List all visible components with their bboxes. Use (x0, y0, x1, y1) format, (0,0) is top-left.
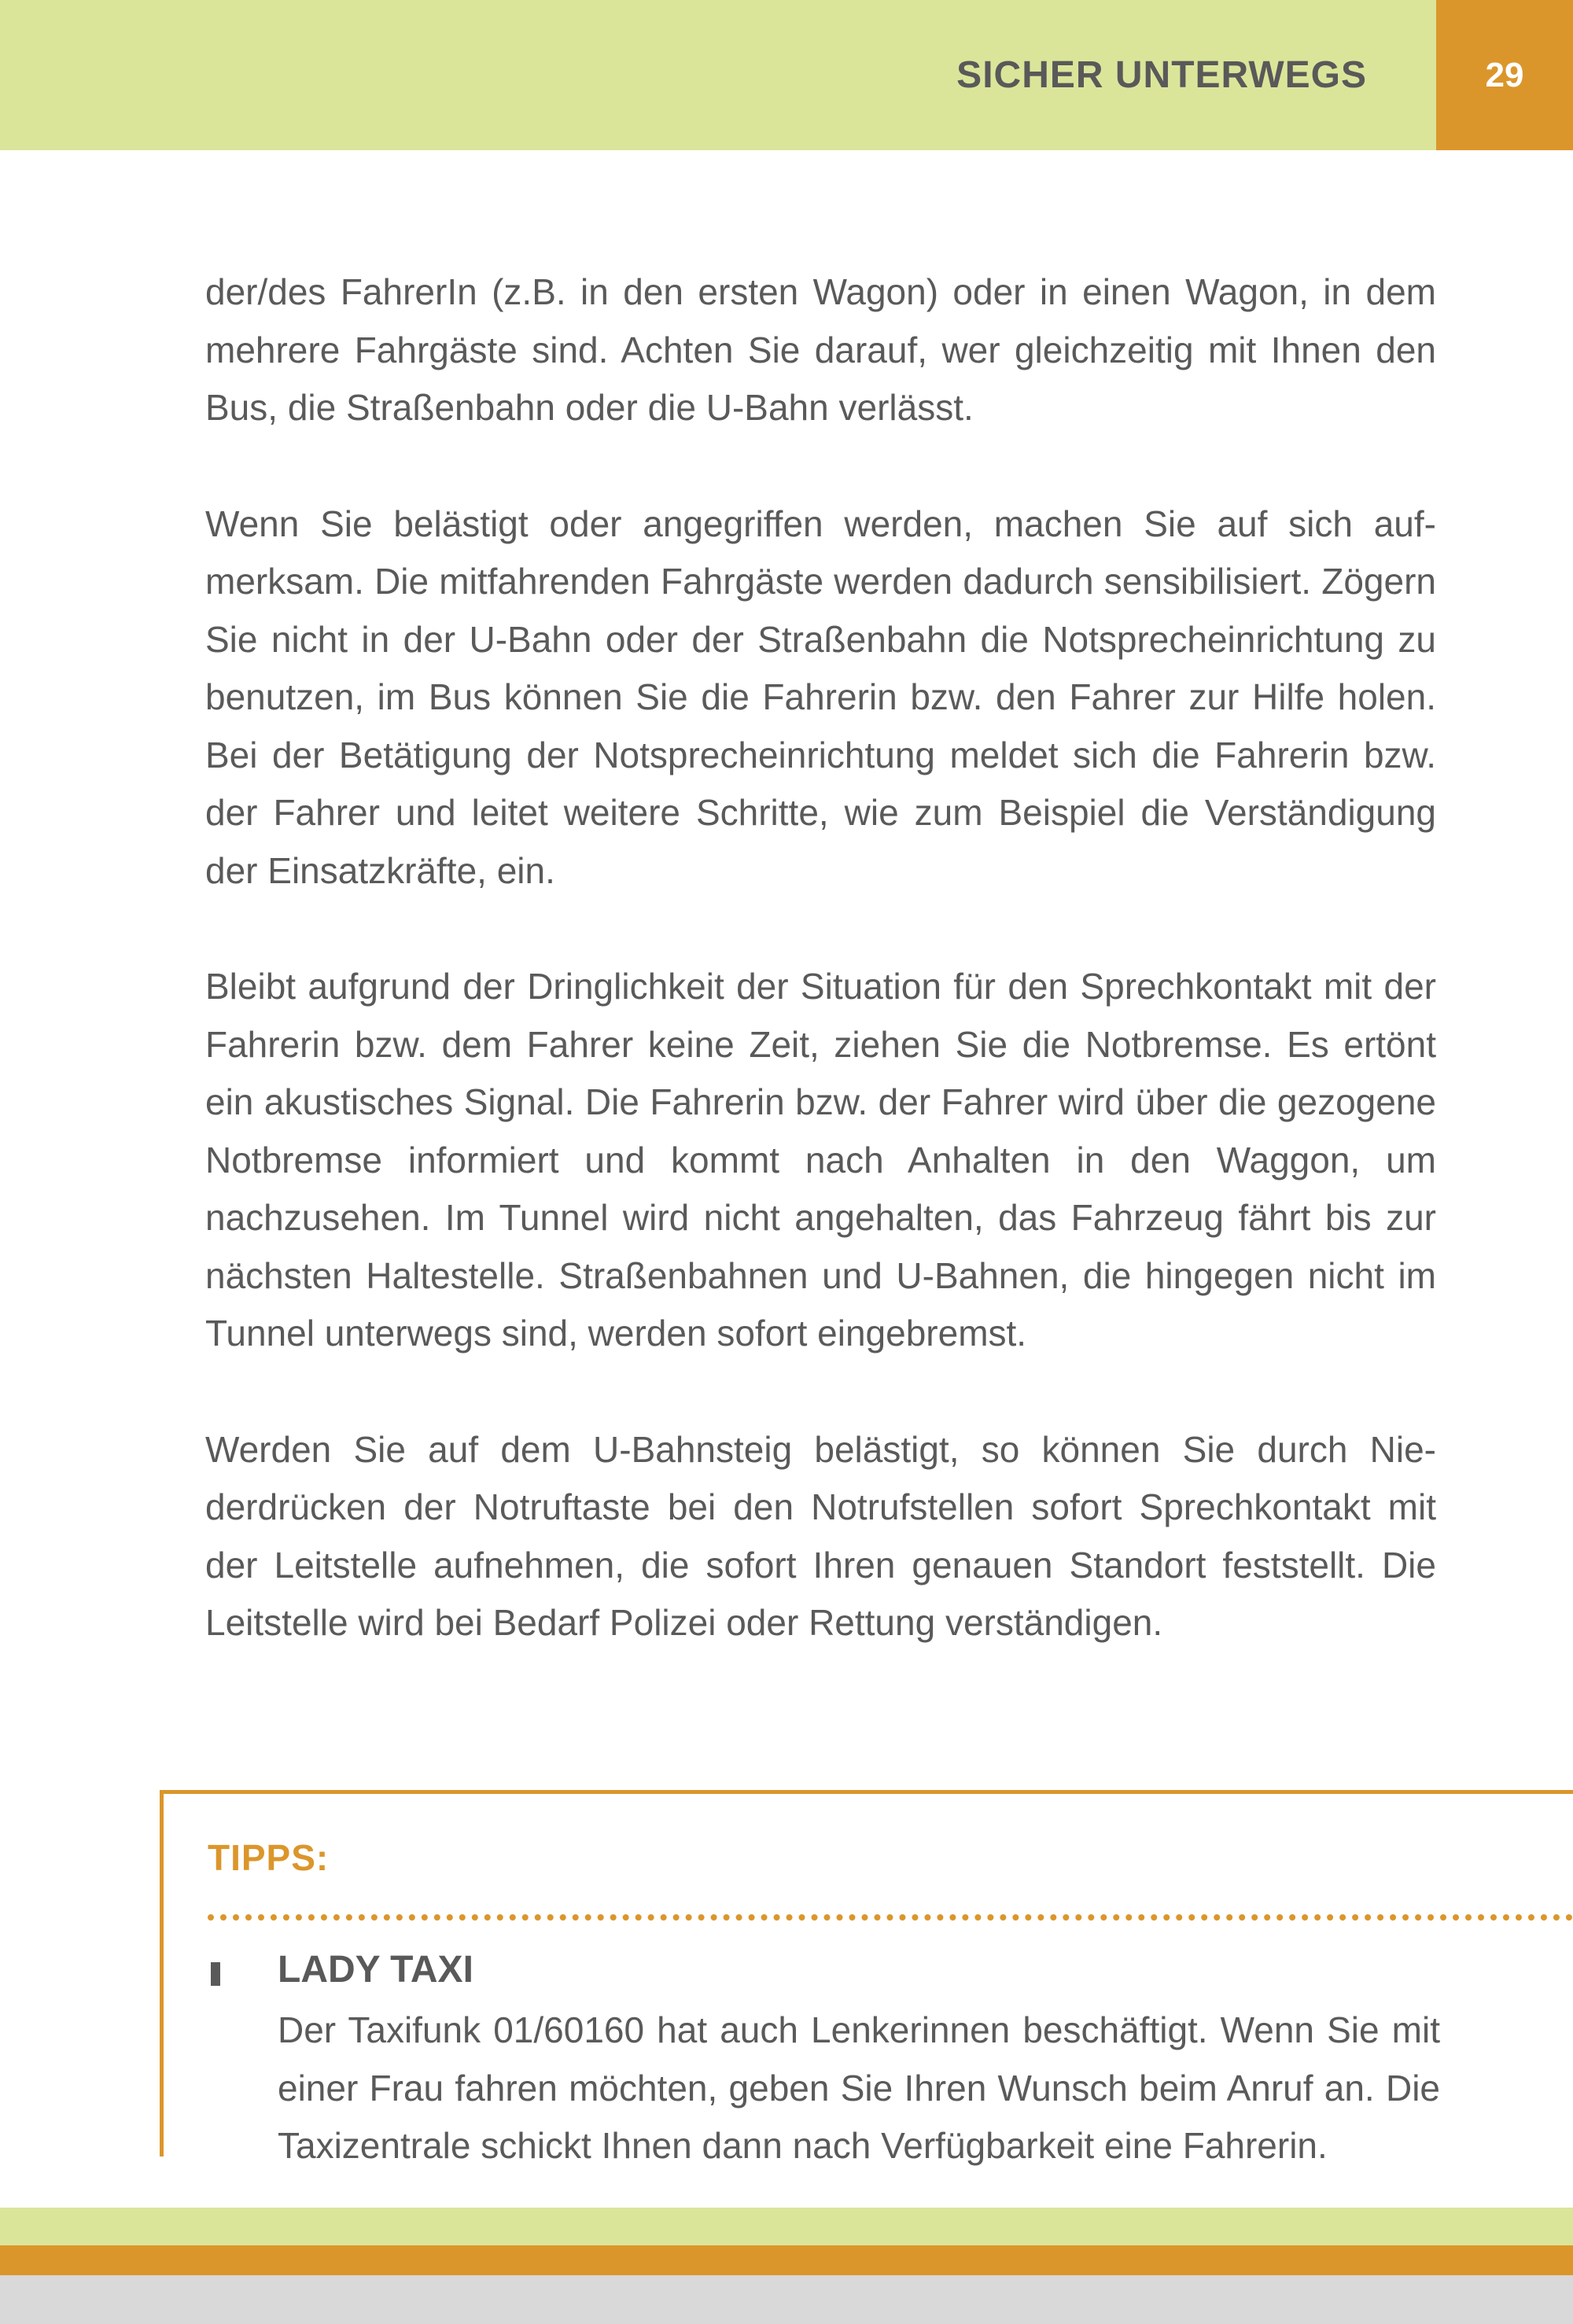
tips-box (160, 1790, 1573, 2166)
tip-text: Der Taxifunk 01/60160 hat auch Lenkerinnen beschäftigt. Wenn Sie mit einer Frau fahren möchten, geben Sie Ihren Wunsch beim Anruf an. Die Taxizentrale schickt Ihnen dann nach Verfügbarkeit eine Fahrerin. (278, 2009, 1440, 2166)
page-header (0, 0, 1573, 150)
tip-title: LADY TAXI (278, 1949, 473, 1991)
footer-band-orange (0, 2245, 1573, 2275)
footer-band-green (0, 2208, 1573, 2245)
section-title: SICHER UNTERWEGS (956, 54, 1367, 96)
page-number: 29 (1436, 0, 1573, 150)
paragraph: Bleibt aufgrund der Dringlichkeit der Situation für den Sprechkontakt mit der Fahrerin bzw. dem Fahrer keine Zeit, ziehen Sie die Notbremse. Es ertönt ein akustisches Signal. Die Fahrerin bzw. der Fahrer wird über die gezogene Notbremse informiert und kommt nach Anhalten in den Waggon, um nachzusehen. Im Tunnel wird nicht angehalten, das Fahrzeug fährt bis zur nächsten Haltestelle. Straßenbahnen und U-Bahnen, die hingegen nicht im Tunnel unterwegs sind, werden sofort eingebremst. (205, 966, 1436, 1354)
bullet-icon (211, 1962, 220, 1986)
tips-heading: TIPPS: (208, 1837, 330, 1878)
body-text (205, 263, 1436, 1711)
paragraph: Werden Sie auf dem U-Bahnsteig belästigt, so können Sie durch Niederdrücken der Notruftaste bei den Notrufstellen sofort Sprechkontakt mit der Leitstelle aufnehmen, die sofort Ihren genauen Standort feststellt. Die Leitstelle wird bei Bedarf Polizei oder Rettung verständigen. (205, 1428, 1436, 1643)
paragraph: Wenn Sie belästigt oder angegriffen werden, machen Sie auf sich aufmerksam. Die mitfahrenden Fahrgäste werden dadurch sensibilisiert. Zögern Sie nicht in der U-Bahn oder der Straßenbahn die Notsprecheinrichtung zu benutzen, im Bus können Sie die Fahrerin bzw. den Fahrer zur Hilfe holen. Bei der Betätigung der Notsprecheinrichtung meldet sich die Fahrerin bzw. der Fahrer und leitet weitere Schritte, wie zum Beispiel die Verständigung der Einsatzkräfte, ein. (205, 503, 1436, 891)
footer-band-grey (0, 2275, 1573, 2324)
dotted-divider (208, 1914, 1573, 1921)
paragraph: der/des FahrerIn (z.B. in den ersten Wagon) oder in einen Wagon, in dem mehrere Fahrgäste sind. Achten Sie darauf, wer gleichzeitig mit Ihnen den Bus, die Straßenbahn oder die U-Bahn verlässt. (205, 271, 1436, 428)
